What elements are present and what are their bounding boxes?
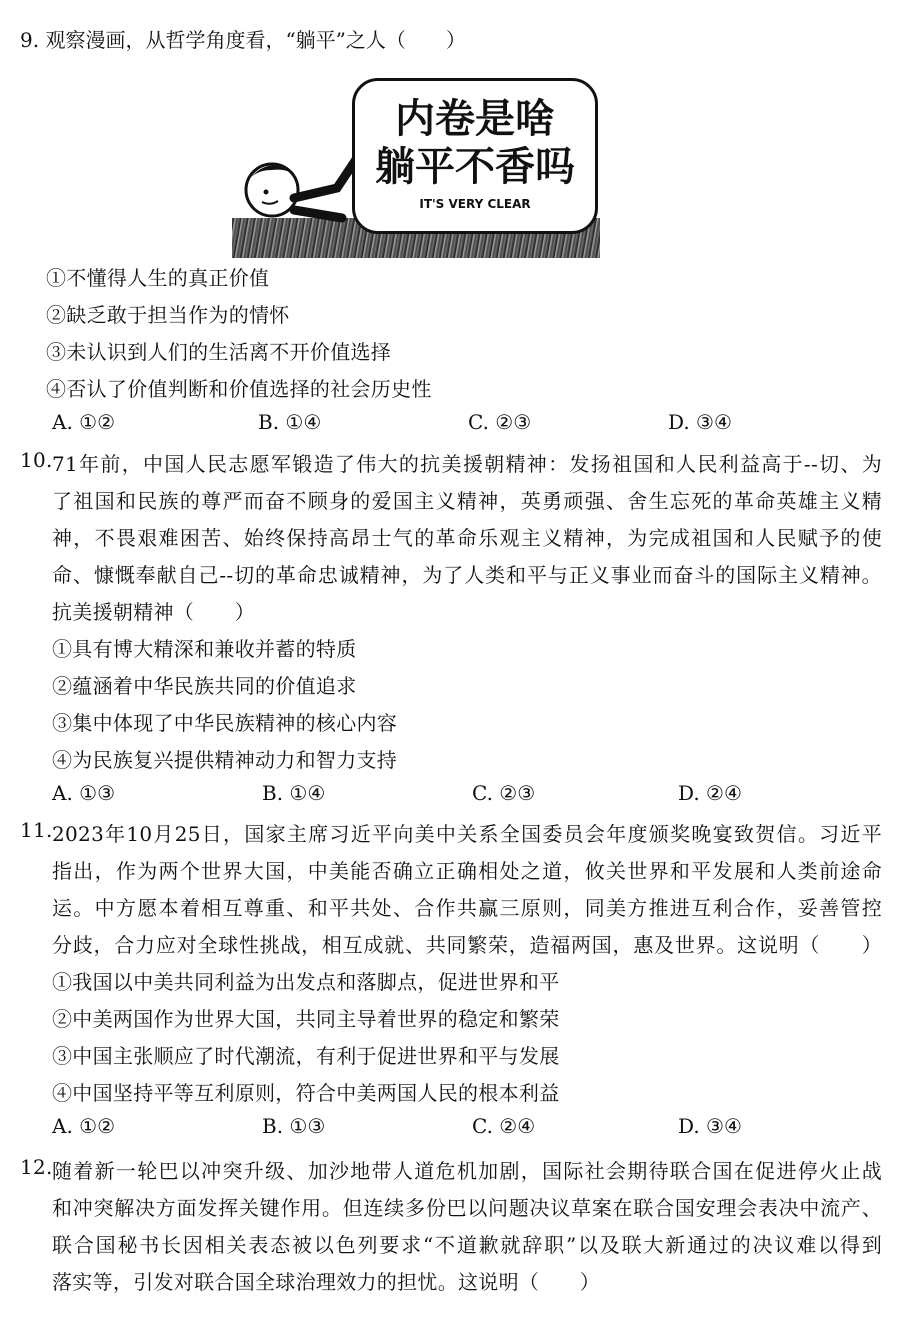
q11-item-2: ②中美两国作为世界大国，共同主导着世界的稳定和繁荣 bbox=[52, 1007, 560, 1031]
speech-bubble bbox=[352, 78, 598, 234]
q11-stem-line-2: 指出，作为两个世界大国，中美能否确立正确相处之道，攸关世界和平发展和人类前途命 bbox=[52, 859, 882, 883]
q10-choice-a[interactable]: A. ①③ bbox=[52, 781, 116, 805]
q11-stem-line-3: 运。中方愿本着相互尊重、和平共处、合作共赢三原则，同美方推进互利合作，妥善管控 bbox=[52, 896, 882, 920]
q10-item-2: ②蕴涵着中华民族共同的价值追求 bbox=[52, 674, 357, 698]
lying-person-drawing bbox=[232, 148, 362, 248]
q11-choice-d[interactable]: D. ③④ bbox=[678, 1114, 742, 1138]
q11-choice-c[interactable]: C. ②④ bbox=[472, 1114, 536, 1138]
q12-stem-line-3: 联合国秘书长因相关表态被以色列要求“不道歉就辞职”以及联大新通过的决议难以得到 bbox=[52, 1233, 882, 1257]
q10-choice-b[interactable]: B. ①④ bbox=[262, 781, 326, 805]
q11-item-1: ①我国以中美共同利益为出发点和落脚点，促进世界和平 bbox=[52, 970, 560, 994]
q10-stem-line-5: 抗美援朝精神（ ） bbox=[52, 600, 255, 624]
q11-stem-line-1: 2023年10月25日，国家主席习近平向美中关系全国委员会年度颁奖晚宴致贺信。习近平 bbox=[52, 822, 882, 846]
q9-item-1: ①不懂得人生的真正价值 bbox=[46, 266, 270, 290]
q10-number: 10. bbox=[20, 448, 53, 472]
q11-number: 11. bbox=[20, 818, 53, 842]
q12-number: 12. bbox=[20, 1155, 53, 1179]
q9-item-2: ②缺乏敢于担当作为的情怀 bbox=[46, 303, 290, 327]
bubble-caption: IT'S VERY CLEAR bbox=[419, 197, 531, 211]
q10-item-1: ①具有博大精深和兼收并蓄的特质 bbox=[52, 637, 357, 661]
q9-item-3: ③未认识到人们的生活离不开价值选择 bbox=[46, 340, 392, 364]
q10-stem-line-3: 神，不畏艰难困苦、始终保持高昂士气的革命乐观主义精神，为完成祖国和人民赋予的使 bbox=[52, 526, 882, 550]
q9-choice-b[interactable]: B. ①④ bbox=[258, 410, 322, 434]
bubble-text-line1: 内卷是啥 bbox=[395, 96, 555, 142]
q10-stem-line-2: 了祖国和民族的尊严而奋不顾身的爱国主义精神，英勇顽强、舍生忘死的革命英雄主义精 bbox=[52, 489, 882, 513]
q10-stem-line-1: 71年前，中国人民志愿军锻造了伟大的抗美援朝精神：发扬祖国和人民利益高于--切、为 bbox=[52, 452, 882, 476]
q10-choice-c[interactable]: C. ②③ bbox=[472, 781, 536, 805]
q11-stem-line-4: 分歧，合力应对全球性挑战，相互成就、共同繁荣，造福两国，惠及世界。这说明（ ） bbox=[52, 933, 882, 957]
q10-choice-d[interactable]: D. ②④ bbox=[678, 781, 742, 805]
q11-item-4: ④中国坚持平等互利原则，符合中美两国人民的根本利益 bbox=[52, 1081, 560, 1105]
q11-choice-a[interactable]: A. ①② bbox=[52, 1114, 116, 1138]
q9-choice-d[interactable]: D. ③④ bbox=[668, 410, 732, 434]
q10-stem-line-4: 命、慷慨奉献自己--切的革命忠诚精神，为了人类和平与正义事业而奋斗的国际主义精神。 bbox=[52, 563, 882, 587]
bubble-text-line2: 躺平不香吗 bbox=[375, 144, 575, 190]
q10-item-4: ④为民族复兴提供精神动力和智力支持 bbox=[52, 748, 398, 772]
q9-choice-a[interactable]: A. ①② bbox=[52, 410, 116, 434]
q9-item-4: ④否认了价值判断和价值选择的社会历史性 bbox=[46, 377, 432, 401]
q9-stem: 9. 观察漫画，从哲学角度看，“躺平”之人（ ） bbox=[20, 28, 466, 52]
q11-choice-b[interactable]: B. ①③ bbox=[262, 1114, 326, 1138]
q12-stem-line-2: 和冲突解决方面发挥关键作用。但连续多份巴以问题决议草案在联合国安理会表决中流产、 bbox=[52, 1196, 882, 1220]
cartoon-illustration bbox=[232, 78, 600, 258]
q9-choice-c[interactable]: C. ②③ bbox=[468, 410, 532, 434]
q11-item-3: ③中国主张顺应了时代潮流，有利于促进世界和平与发展 bbox=[52, 1044, 560, 1068]
q10-item-3: ③集中体现了中华民族精神的核心内容 bbox=[52, 711, 398, 735]
q12-stem-line-1: 随着新一轮巴以冲突升级、加沙地带人道危机加剧，国际社会期待联合国在促进停火止战 bbox=[52, 1159, 882, 1183]
q12-stem-line-4: 落实等，引发对联合国全球治理效力的担忧。这说明（ ） bbox=[52, 1270, 601, 1294]
